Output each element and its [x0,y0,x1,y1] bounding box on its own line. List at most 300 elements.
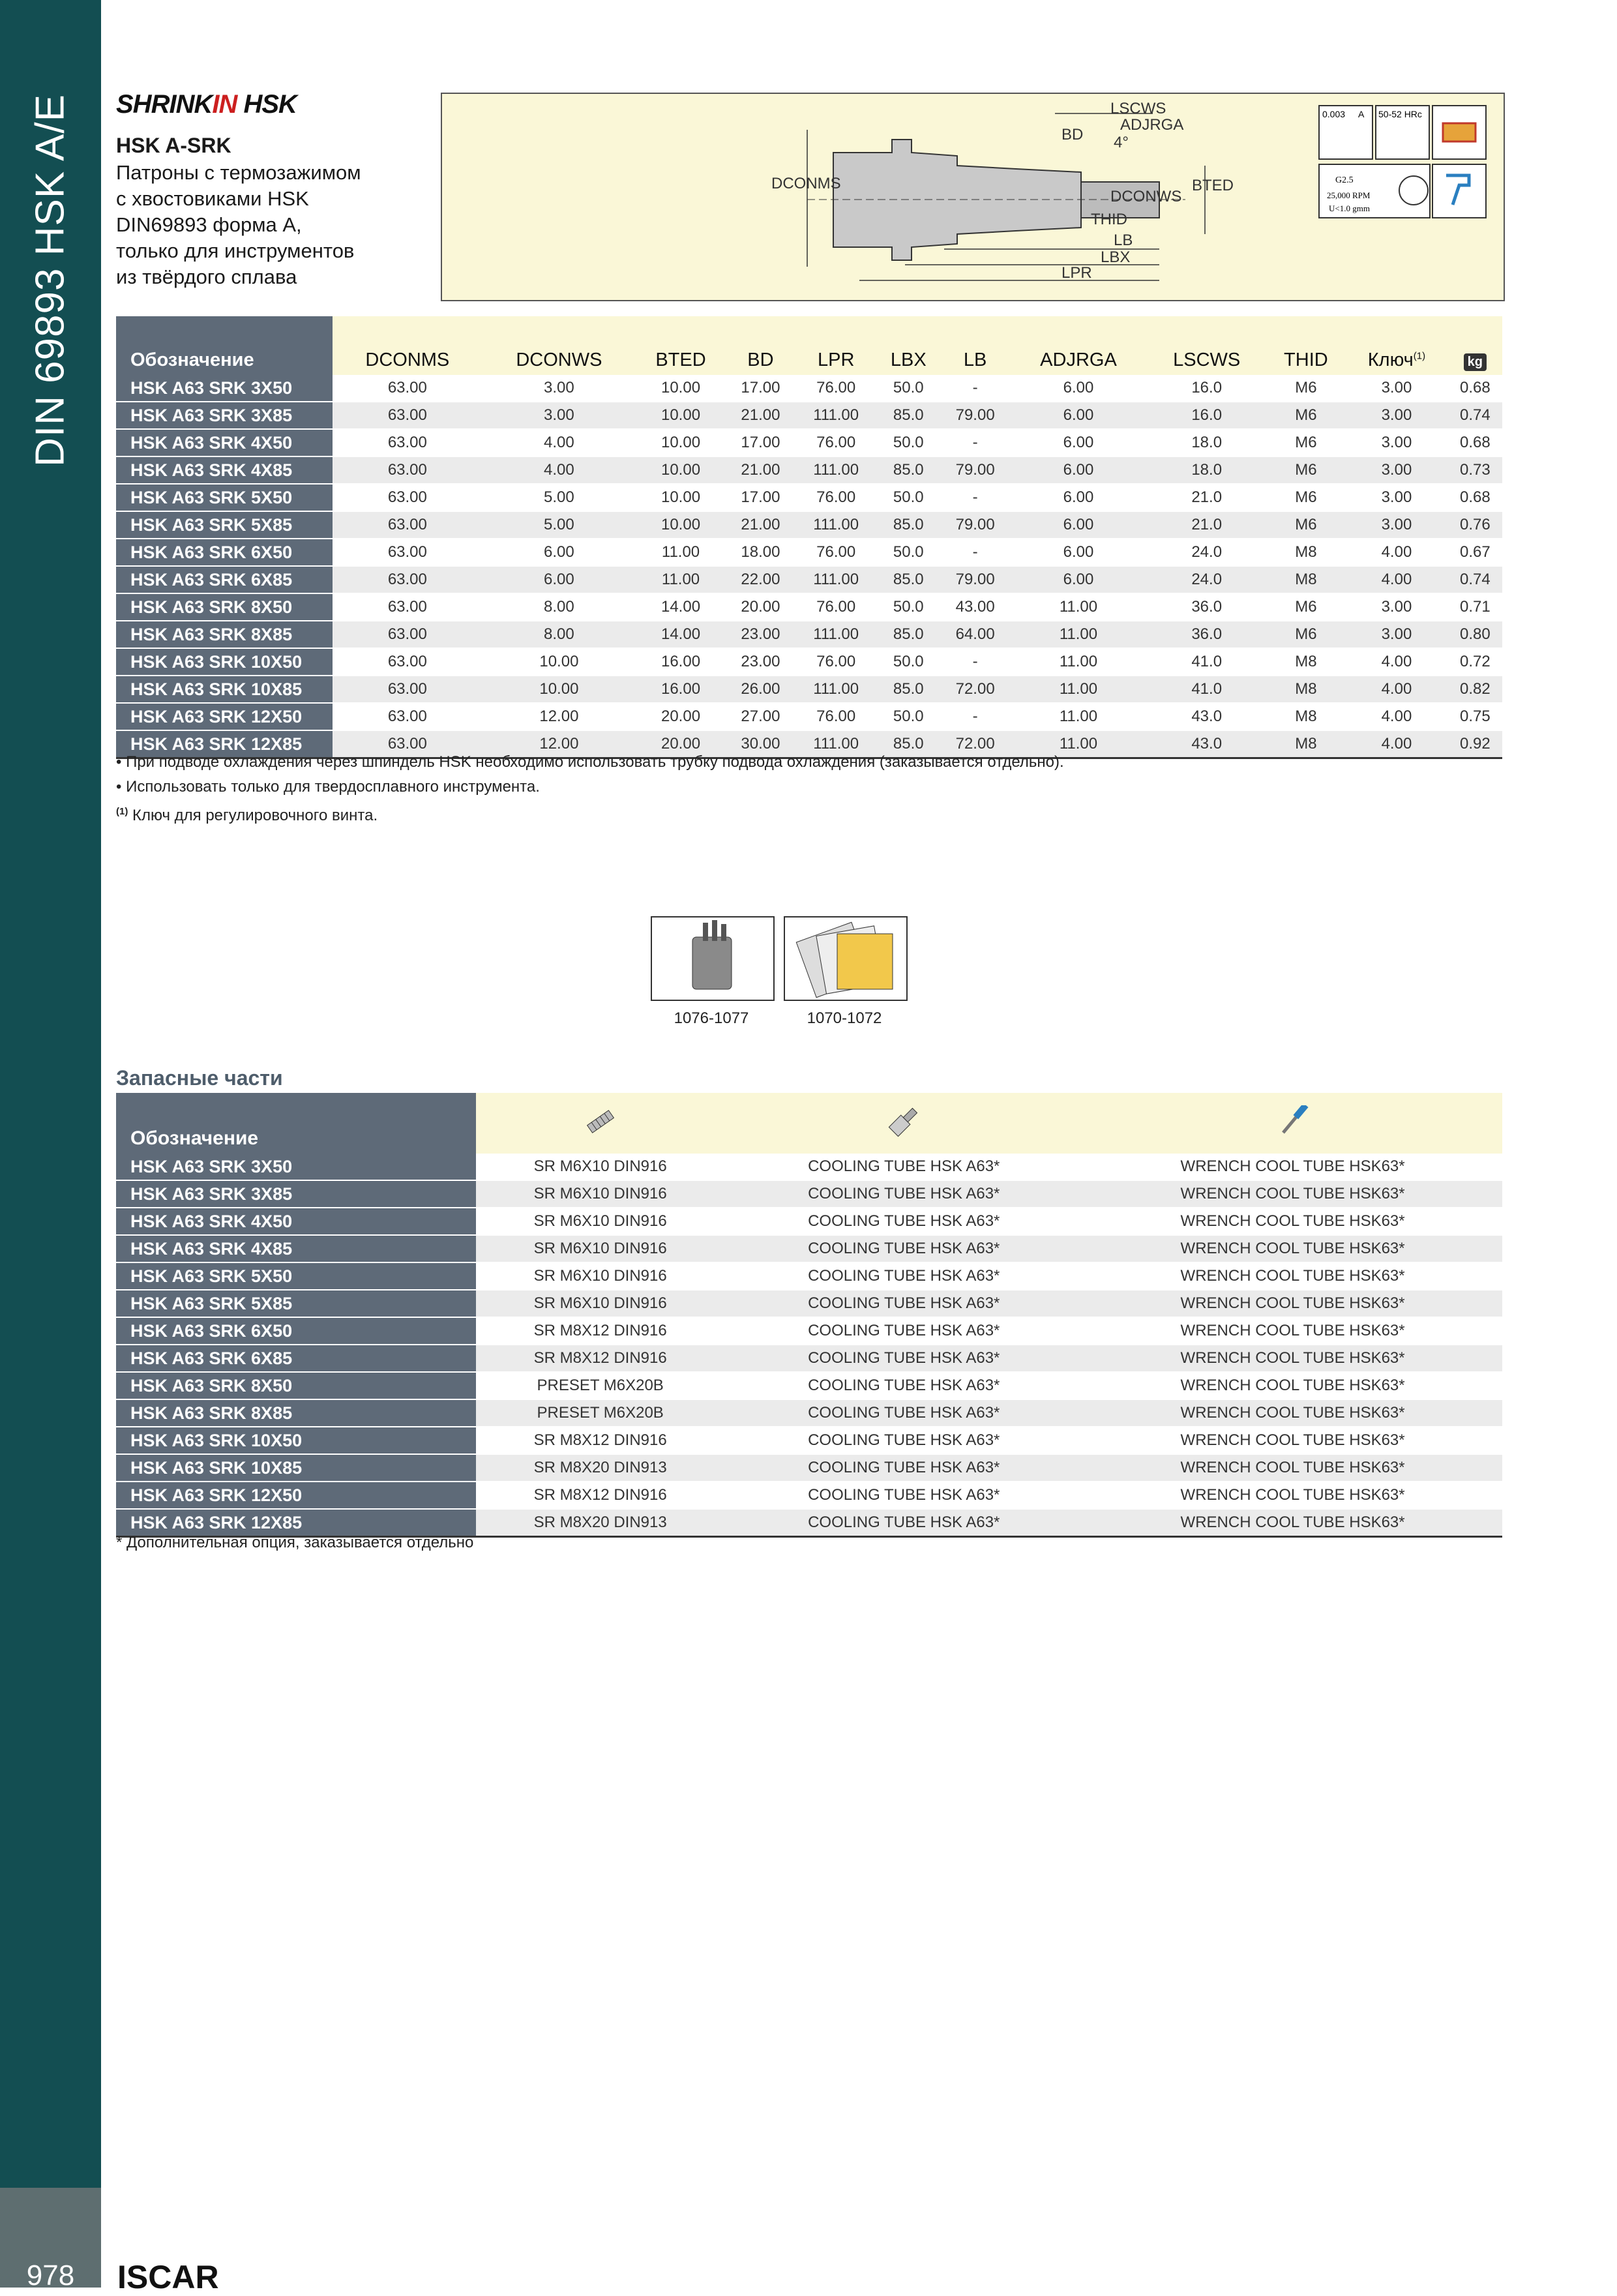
spec-cell: 85.0 [876,730,940,758]
spec-cell: - [940,648,1010,676]
spec-cell: 72.00 [940,730,1010,758]
spec-cell: 18.0 [1147,429,1267,456]
spec-row [116,402,1502,429]
designation-cell: HSK A63 SRK 6X85 [116,1345,476,1372]
spare-part-cell: WRENCH COOL TUBE HSK63* [1083,1345,1502,1372]
spec-cell: 4.00 [1345,566,1448,593]
reference-label-1: 1076-1077 [674,1009,749,1027]
spec-cell: 111.00 [795,511,876,539]
col-lscws: LSCWS [1147,316,1267,375]
spec-cell: 21.00 [726,402,795,429]
spec-cell: 8.00 [482,621,636,648]
spec-cell: 3.00 [482,375,636,402]
runout-datum: A [1358,109,1365,119]
spec-cell: 41.0 [1147,648,1267,676]
spec-cell: 22.00 [726,566,795,593]
spec-cell: 85.0 [876,676,940,703]
spec-cell: 63.00 [333,730,482,758]
col-lbx: LBX [876,316,940,375]
spec-cell: 10.00 [636,375,726,402]
label-dconms: DCONMS [771,175,841,192]
spare-row [116,1345,1502,1372]
spec-cell: 11.00 [1010,621,1147,648]
designation-cell: HSK A63 SRK 10X85 [116,1454,476,1482]
spec-cell: 64.00 [940,621,1010,648]
col-key [1345,316,1448,375]
spare-part-cell: WRENCH COOL TUBE HSK63* [1083,1262,1502,1290]
section-title: DIN 69893 HSK A/E [27,94,73,467]
designation-cell: HSK A63 SRK 3X50 [116,375,333,402]
spec-cell: 0.76 [1448,511,1502,539]
spec-cell: 17.00 [726,484,795,511]
spec-cell: 79.00 [940,402,1010,429]
spec-cell: 0.71 [1448,593,1502,621]
label-lscws: LSCWS [1110,100,1166,117]
spare-part-cell: WRENCH COOL TUBE HSK63* [1083,1482,1502,1509]
spare-part-cell: COOLING TUBE HSK A63* [724,1345,1083,1372]
spec-cell: 16.0 [1147,402,1267,429]
spec-cell: 11.00 [1010,703,1147,730]
spec-cell: 76.00 [795,593,876,621]
spec-cell: 27.00 [726,703,795,730]
balance-grade: G2.5 [1335,175,1354,185]
spare-row [116,1154,1502,1180]
spec-cell: 5.00 [482,484,636,511]
spec-cell: 111.00 [795,730,876,758]
spec-cell: 18.0 [1147,456,1267,484]
spec-cell: 4.00 [1345,730,1448,758]
designation-cell: HSK A63 SRK 5X50 [116,484,333,511]
spec-cell: 8.00 [482,593,636,621]
spec-cell: M6 [1267,429,1346,456]
label-bted: BTED [1192,177,1234,194]
spec-row [116,511,1502,539]
spec-cell: 76.00 [795,375,876,402]
designation-cell: HSK A63 SRK 6X85 [116,566,333,593]
designation-cell: HSK A63 SRK 6X50 [116,1317,476,1345]
spare-row [116,1180,1502,1208]
spec-cell: 6.00 [1010,484,1147,511]
spec-cell: 79.00 [940,511,1010,539]
designation-cell: HSK A63 SRK 5X85 [116,1290,476,1317]
spec-cell: 111.00 [795,621,876,648]
spare-part-cell: COOLING TUBE HSK A63* [724,1235,1083,1262]
spare-part-cell: PRESET M6X20B [476,1399,724,1427]
spec-cell: 63.00 [333,593,482,621]
spec-cell: M6 [1267,456,1346,484]
spec-cell: 6.00 [1010,375,1147,402]
label-dconws: DCONWS [1110,188,1182,205]
spec-cell: 36.0 [1147,621,1267,648]
spec-cell: 72.00 [940,676,1010,703]
balance-rpm: 25,000 RPM [1327,190,1371,200]
col-lb: LB [940,316,1010,375]
spec-cell: 0.92 [1448,730,1502,758]
spec-cell: 10.00 [636,511,726,539]
spec-cell: 11.00 [1010,593,1147,621]
spare-part-cell: SR M8X12 DIN916 [476,1345,724,1372]
designation-cell: HSK A63 SRK 12X85 [116,730,333,758]
spec-cell: 76.00 [795,539,876,566]
spec-header-row [116,316,1502,375]
spec-cell: 20.00 [636,703,726,730]
spec-cell: 63.00 [333,429,482,456]
col-designation: Обозначение [116,316,333,375]
spec-cell: 3.00 [1345,621,1448,648]
spec-cell: 10.00 [482,648,636,676]
designation-cell: HSK A63 SRK 5X85 [116,511,333,539]
spec-cell: 76.00 [795,703,876,730]
spec-cell: 21.00 [726,511,795,539]
col-thid: THID [1267,316,1346,375]
designation-cell: HSK A63 SRK 10X50 [116,1427,476,1454]
designation-cell: HSK A63 SRK 4X50 [116,429,333,456]
designation-cell: HSK A63 SRK 12X85 [116,1509,476,1537]
spec-cell: 6.00 [1010,511,1147,539]
spec-cell: 76.00 [795,429,876,456]
spec-cell: 10.00 [636,484,726,511]
spec-cell: 85.0 [876,456,940,484]
spec-row [116,621,1502,648]
spec-cell: 0.68 [1448,484,1502,511]
spare-part-cell: COOLING TUBE HSK A63* [724,1262,1083,1290]
spare-part-cell: SR M6X10 DIN916 [476,1208,724,1235]
spare-row [116,1235,1502,1262]
col-dconws: DCONWS [482,316,636,375]
spec-cell: - [940,429,1010,456]
spec-cell: 63.00 [333,566,482,593]
spec-row [116,703,1502,730]
spec-cell: 23.00 [726,648,795,676]
spec-cell: 6.00 [482,539,636,566]
designation-cell: HSK A63 SRK 3X85 [116,402,333,429]
col-bted: BTED [636,316,726,375]
spare-parts-note: * Дополнительная опция, заказывается отдельно [116,1534,474,1551]
shrinkin-hsk-logo [116,90,297,119]
cooling-tube-icon [884,1105,923,1138]
spec-cell: 63.00 [333,539,482,566]
spare-part-cell: SR M6X10 DIN916 [476,1235,724,1262]
spare-part-cell: COOLING TUBE HSK A63* [724,1290,1083,1317]
spare-part-cell: SR M8X12 DIN916 [476,1482,724,1509]
spec-cell: M8 [1267,648,1346,676]
spec-cell: M8 [1267,703,1346,730]
note-key [116,799,1064,828]
spare-part-cell: SR M6X10 DIN916 [476,1180,724,1208]
designation-cell: HSK A63 SRK 6X50 [116,539,333,566]
spec-row [116,676,1502,703]
spare-part-cell: WRENCH COOL TUBE HSK63* [1083,1180,1502,1208]
heat-shrink-icon [1443,123,1476,142]
spec-cell: 17.00 [726,375,795,402]
spec-cell: 6.00 [1010,429,1147,456]
spec-cell: 43.0 [1147,730,1267,758]
spec-cell: 3.00 [1345,402,1448,429]
product-code: HSK A-SRK [116,134,231,157]
spec-table [116,316,1502,759]
spec-cell: 0.68 [1448,429,1502,456]
spec-cell: 79.00 [940,456,1010,484]
spec-cell: 11.00 [1010,648,1147,676]
spec-cell: 20.00 [726,593,795,621]
spare-row [116,1509,1502,1537]
label-lbx: LBX [1101,248,1131,266]
spec-cell: M6 [1267,593,1346,621]
spec-cell: 3.00 [482,402,636,429]
spec-cell: - [940,375,1010,402]
spec-cell: 11.00 [636,539,726,566]
spec-cell: 43.0 [1147,703,1267,730]
logo-text-2: IN [212,90,237,119]
spec-cell: 30.00 [726,730,795,758]
spare-part-cell: COOLING TUBE HSK A63* [724,1427,1083,1454]
wrench-icon [1273,1105,1313,1138]
spec-cell: 36.0 [1147,593,1267,621]
spec-cell: 6.00 [482,566,636,593]
label-bd: BD [1061,126,1084,143]
spec-cell: 5.00 [482,511,636,539]
designation-cell: HSK A63 SRK 10X85 [116,676,333,703]
spec-cell: 76.00 [795,484,876,511]
spec-cell: 10.00 [482,676,636,703]
weight-kg-icon: kg [1464,353,1487,371]
spec-cell: 18.00 [726,539,795,566]
page-number: 978 [26,2259,75,2291]
spec-cell: 50.0 [876,484,940,511]
spare-row [116,1427,1502,1454]
spare-part-cell: SR M6X10 DIN916 [476,1262,724,1290]
spec-cell: 85.0 [876,402,940,429]
spec-cell: 11.00 [1010,730,1147,758]
spec-row [116,375,1502,402]
spec-cell: 10.00 [636,456,726,484]
spec-cell: 63.00 [333,621,482,648]
spec-cell: 21.0 [1147,484,1267,511]
col-adjrga: ADJRGA [1010,316,1147,375]
spare-col-designation: Обозначение [116,1093,476,1154]
spec-cell: 111.00 [795,566,876,593]
spec-cell: 24.0 [1147,539,1267,566]
spec-cell: 76.00 [795,648,876,676]
col-key-label: Ключ [1367,350,1414,370]
spare-part-cell: COOLING TUBE HSK A63* [724,1509,1083,1537]
designation-cell: HSK A63 SRK 8X85 [116,621,333,648]
spare-row [116,1262,1502,1290]
spec-notes [116,750,1064,828]
sidebar [0,0,101,2291]
spare-part-cell: WRENCH COOL TUBE HSK63* [1083,1372,1502,1399]
spare-row [116,1454,1502,1482]
spec-cell: 20.00 [636,730,726,758]
spec-row [116,456,1502,484]
spare-part-cell: COOLING TUBE HSK A63* [724,1180,1083,1208]
spare-part-cell: SR M8X20 DIN913 [476,1509,724,1537]
spec-cell: 3.00 [1345,593,1448,621]
col-lpr: LPR [795,316,876,375]
spec-cell: 17.00 [726,429,795,456]
spec-cell: 85.0 [876,511,940,539]
spec-cell: 26.00 [726,676,795,703]
col-bd: BD [726,316,795,375]
spare-row [116,1372,1502,1399]
spec-cell: 50.0 [876,593,940,621]
spec-cell: 50.0 [876,703,940,730]
footer-brand: ISCAR [117,2259,219,2295]
spec-cell: 4.00 [1345,703,1448,730]
spare-part-cell: SR M8X12 DIN916 [476,1317,724,1345]
spec-cell: 111.00 [795,456,876,484]
designation-cell: HSK A63 SRK 4X85 [116,1235,476,1262]
spec-cell: 50.0 [876,648,940,676]
spare-col-cooling-tube [724,1093,1083,1154]
label-lb: LB [1114,231,1133,249]
spec-cell: M8 [1267,566,1346,593]
spec-row [116,484,1502,511]
spec-cell: 4.00 [1345,539,1448,566]
spec-cell: 23.00 [726,621,795,648]
spec-cell: 0.68 [1448,375,1502,402]
spare-row [116,1482,1502,1509]
tool-holder-rack-icon[interactable] [651,916,775,1001]
spec-cell: 43.00 [940,593,1010,621]
coolant-badge [1432,164,1486,218]
spec-cell: 11.00 [1010,676,1147,703]
spare-part-cell: SR M6X10 DIN916 [476,1290,724,1317]
reference-label-2: 1070-1072 [807,1009,882,1027]
spare-part-cell: SR M8X12 DIN916 [476,1427,724,1454]
spec-cell: 50.0 [876,539,940,566]
spare-parts-table [116,1093,1502,1538]
spec-cell: 4.00 [1345,648,1448,676]
technical-drawing [441,93,1505,301]
spec-cell: 85.0 [876,566,940,593]
spare-row [116,1290,1502,1317]
designation-cell: HSK A63 SRK 12X50 [116,703,333,730]
logo-text-3: HSK [237,90,297,119]
spec-cell: 3.00 [1345,511,1448,539]
spec-cell: 12.00 [482,703,636,730]
spec-cell: 6.00 [1010,402,1147,429]
spare-part-cell: WRENCH COOL TUBE HSK63* [1083,1399,1502,1427]
spec-row [116,566,1502,593]
spec-cell: 0.73 [1448,456,1502,484]
designation-cell: HSK A63 SRK 8X85 [116,1399,476,1427]
spec-cell: 63.00 [333,456,482,484]
spare-part-cell: COOLING TUBE HSK A63* [724,1454,1083,1482]
spec-cell: 0.72 [1448,648,1502,676]
spare-part-cell: WRENCH COOL TUBE HSK63* [1083,1427,1502,1454]
spec-row [116,539,1502,566]
spec-cell: M6 [1267,511,1346,539]
spare-row [116,1208,1502,1235]
spec-cell: 50.0 [876,429,940,456]
spare-header-row [116,1093,1502,1154]
spare-part-cell: SR M8X20 DIN913 [476,1454,724,1482]
spec-cell: - [940,484,1010,511]
spare-part-cell: WRENCH COOL TUBE HSK63* [1083,1509,1502,1537]
spec-cell: M8 [1267,676,1346,703]
spec-cell: 85.0 [876,621,940,648]
balance-limit: U<1.0 gmm [1329,203,1370,213]
runout-value: 0.003 [1322,109,1346,119]
note-key-sup: (1) [116,806,128,817]
spec-cell: 11.00 [636,566,726,593]
spec-cell: 3.00 [1345,375,1448,402]
designation-cell: HSK A63 SRK 4X85 [116,456,333,484]
documents-icon[interactable] [784,916,908,1001]
spare-part-cell: WRENCH COOL TUBE HSK63* [1083,1317,1502,1345]
spec-cell: 21.00 [726,456,795,484]
spare-part-cell: SR M6X10 DIN916 [476,1154,724,1180]
spec-cell: 14.00 [636,593,726,621]
col-weight [1448,316,1502,375]
spec-row [116,593,1502,621]
spare-part-cell: WRENCH COOL TUBE HSK63* [1083,1208,1502,1235]
spec-row [116,648,1502,676]
spec-cell: 63.00 [333,703,482,730]
spec-cell: - [940,703,1010,730]
spare-part-cell: COOLING TUBE HSK A63* [724,1154,1083,1180]
spec-cell: 0.67 [1448,539,1502,566]
spec-cell: 0.80 [1448,621,1502,648]
spec-cell: 0.74 [1448,402,1502,429]
spec-cell: M6 [1267,484,1346,511]
spec-cell: 6.00 [1010,566,1147,593]
spare-part-cell: WRENCH COOL TUBE HSK63* [1083,1154,1502,1180]
holder-drawing-svg [442,94,1504,300]
spec-cell: 16.00 [636,676,726,703]
hardness-value: 50-52 HRc [1378,109,1422,119]
spare-row [116,1317,1502,1345]
designation-cell: HSK A63 SRK 8X50 [116,593,333,621]
spec-cell: 24.0 [1147,566,1267,593]
col-key-sup: (1) [1413,350,1426,362]
designation-cell: HSK A63 SRK 12X50 [116,1482,476,1509]
spare-parts-title: Запасные части [116,1066,283,1090]
spec-cell: 41.0 [1147,676,1267,703]
spec-cell: 111.00 [795,676,876,703]
spec-cell: 0.74 [1448,566,1502,593]
spec-cell: 0.75 [1448,703,1502,730]
spec-cell: 63.00 [333,511,482,539]
spare-part-cell: WRENCH COOL TUBE HSK63* [1083,1290,1502,1317]
spare-part-cell: COOLING TUBE HSK A63* [724,1208,1083,1235]
spec-cell: 63.00 [333,676,482,703]
spare-part-cell: COOLING TUBE HSK A63* [724,1399,1083,1427]
spec-cell: 0.82 [1448,676,1502,703]
spare-part-cell: WRENCH COOL TUBE HSK63* [1083,1235,1502,1262]
spec-cell: - [940,539,1010,566]
spare-part-cell: COOLING TUBE HSK A63* [724,1482,1083,1509]
spec-cell: 4.00 [482,429,636,456]
spare-row [116,1399,1502,1427]
spec-cell: M8 [1267,730,1346,758]
spare-part-cell: PRESET M6X20B [476,1372,724,1399]
spare-col-wrench [1083,1093,1502,1154]
label-adjrga: ADJRGA [1120,116,1184,134]
label-angle: 4° [1114,134,1129,151]
spec-cell: 6.00 [1010,456,1147,484]
col-dconms: DCONMS [333,316,482,375]
logo-text-1: SHRINK [116,90,213,119]
spec-cell: 12.00 [482,730,636,758]
spec-cell: M6 [1267,402,1346,429]
note-key-text: Ключ для регулировочного винта. [128,807,378,824]
screw-icon [581,1105,620,1138]
spec-cell: 63.00 [333,402,482,429]
spec-cell: 16.0 [1147,375,1267,402]
spec-cell: 4.00 [482,456,636,484]
